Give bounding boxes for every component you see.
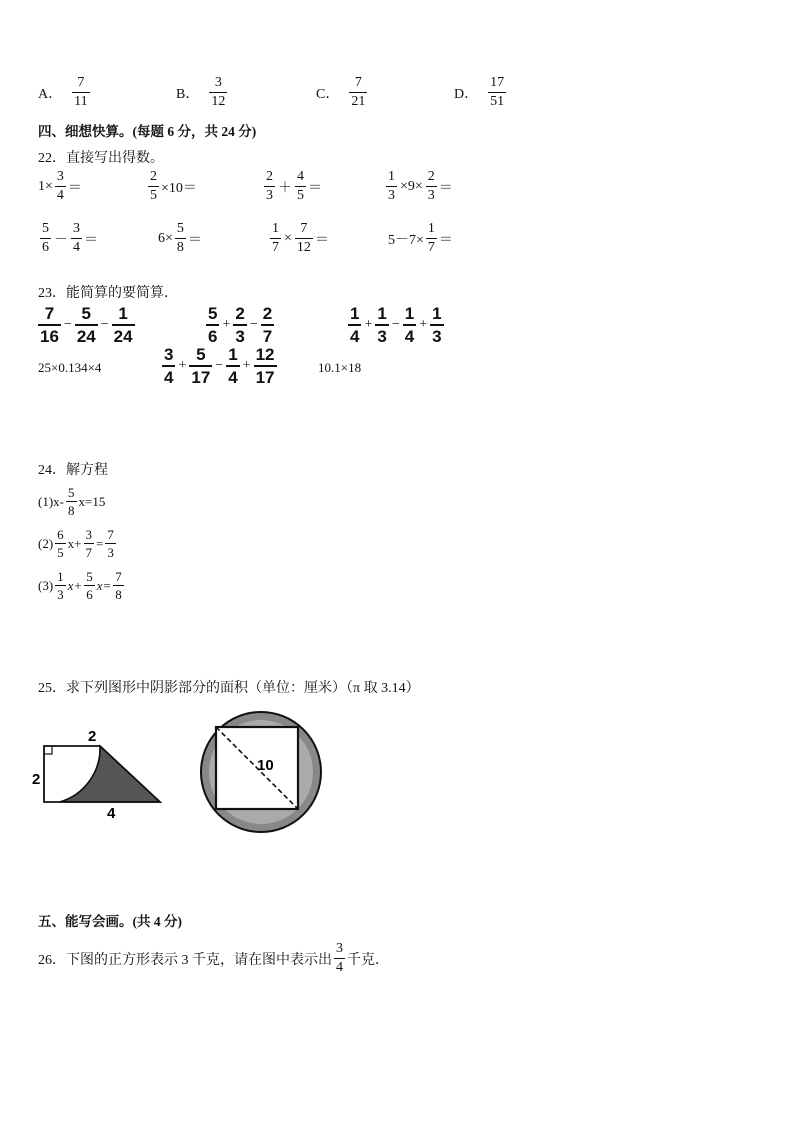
q24-eq-3: (3) $\frac{1}{3}$ x+ $\frac{5}{6}$ x= $\frac{7}{8}$ (38, 569, 122, 602)
option-b: B． $\frac{3}{12}$ (176, 75, 226, 109)
q23-expr-2: $\frac{5}{6}$ + $\frac{2}{3}$ − $\frac{2}{7}$ (208, 304, 273, 346)
q23-expr-1: $\frac{7}{16}$ − $\frac{5}{24}$ − $\frac{1}{24}$ (40, 304, 133, 346)
q22-problem-4: $\frac{1}{3}$ ×9× $\frac{2}{3}$ ＝ (388, 169, 453, 203)
option-c: C． $\frac{7}{21}$ (316, 75, 366, 109)
right-angle-mark (44, 746, 52, 754)
q23-title: 23．能简算的要简算． (38, 286, 178, 301)
q23-expr-6: 10.1×18 (318, 360, 362, 375)
q26: 26．下图的正方形表示 3 千克，请在图中表示出 $\frac{3}{4}$ 千克． (38, 941, 389, 975)
q22-problem-2: $\frac{2}{5}$ ×10＝ (150, 169, 197, 203)
section5-heading: 五、能写会画。(共 4 分) (38, 914, 182, 929)
q24-title: 24．解方程 (38, 463, 108, 478)
figure-circle-square (195, 710, 331, 834)
q22-problem-5: $\frac{5}{6}$ － $\frac{3}{4}$ ＝ (42, 221, 98, 255)
option-a: A． $\frac{7}{11}$ (38, 75, 88, 109)
q22-problem-7: $\frac{1}{7}$ × $\frac{7}{12}$ ＝ (272, 221, 329, 255)
option-d: D． $\frac{17}{51}$ (454, 75, 505, 109)
q22-problem-1: 1× $\frac{3}{4}$ ＝ (38, 169, 82, 203)
label-left: 2 (32, 771, 41, 788)
label-bottom: 4 (107, 805, 116, 822)
q22-problem-8: 5－7× $\frac{1}{7}$ ＝ (388, 221, 453, 255)
label-top: 2 (88, 728, 97, 745)
q23-expr-3: $\frac{1}{4}$ + $\frac{1}{3}$ − $\frac{1}{4}$ + $\frac{1}{3}$ (350, 304, 442, 346)
section4-heading: 四、细想快算。(每题 6 分，共 24 分) (38, 124, 257, 139)
figure-trapezoid (30, 722, 170, 822)
label-diagonal: 10 (257, 757, 274, 774)
q24-eq-1: (1)x- $\frac{5}{8}$ x=15 (38, 485, 106, 518)
q24-eq-2: (2) $\frac{6}{5}$ x+ $\frac{3}{7}$ = $\frac{7}{3}$ (38, 527, 114, 560)
q22-problem-6: 6× $\frac{5}{8}$ ＝ (158, 221, 202, 255)
q23-expr-5: $\frac{3}{4}$ + $\frac{5}{17}$ − $\frac{1}{4}$ + $\frac{12}{17}$ (164, 345, 275, 387)
q22-problem-3: $\frac{2}{3}$ ＋ $\frac{4}{5}$ ＝ (266, 169, 322, 203)
q22-title: 22．直接写出得数。 (38, 151, 164, 166)
q23-expr-4: 25×0.134×4 (38, 360, 102, 375)
q25-title: 25．求下列图形中阴影部分的面积（单位：厘米）（π 取 3.14） (38, 681, 420, 696)
